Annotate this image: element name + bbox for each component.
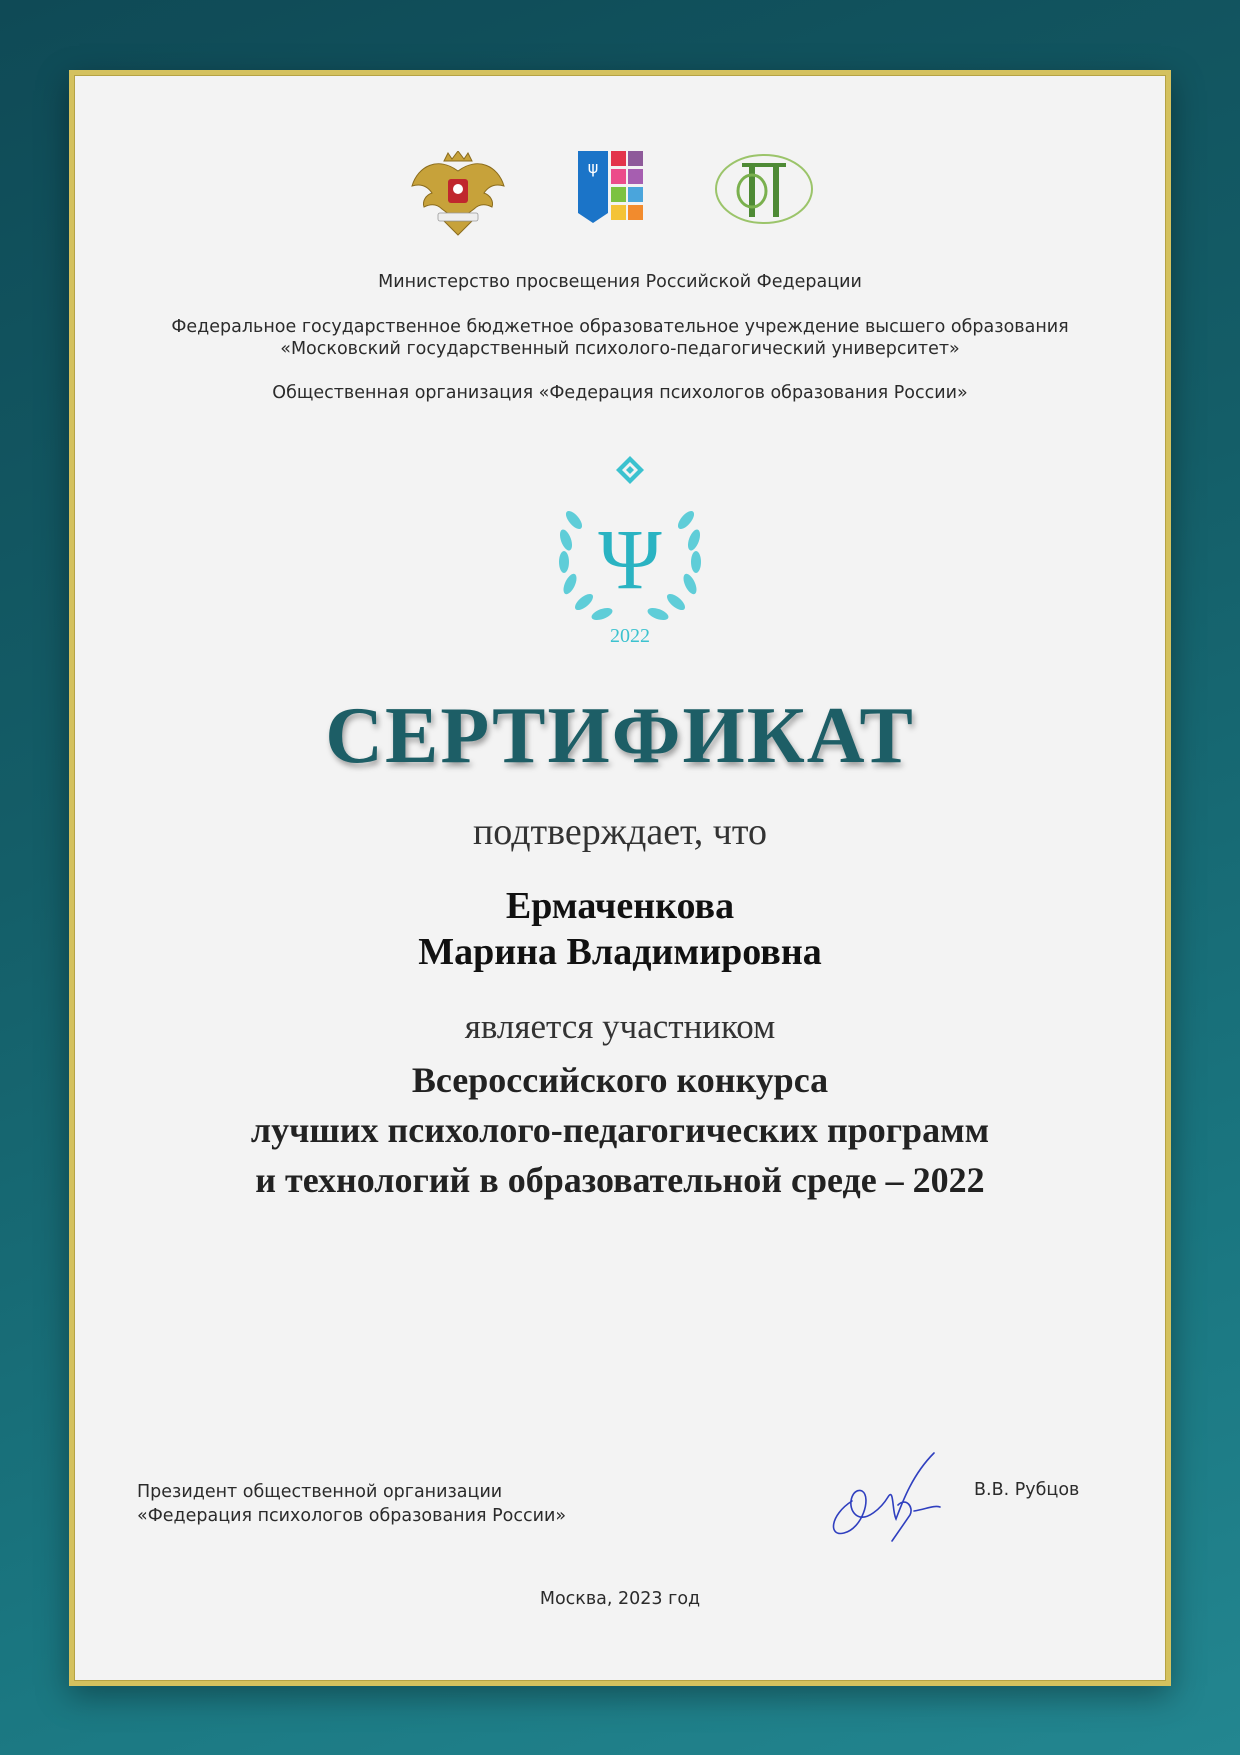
- contest-name: [74, 1055, 1166, 1205]
- federation-logo: [714, 151, 814, 227]
- recipient-name: [74, 883, 1166, 975]
- contest-emblem: [530, 448, 730, 648]
- emblem-year: 2022: [610, 625, 650, 647]
- svg-text:ψ: ψ: [587, 158, 599, 177]
- certificate-frame: [69, 70, 1171, 1686]
- signature-image: [822, 1445, 952, 1555]
- president-line-1: Президент общественной организации: [137, 1482, 503, 1502]
- logo-row: [74, 151, 1166, 251]
- confirms-text: подтверждает, что: [472, 811, 768, 853]
- place-and-year: Москва, 2023 год: [539, 1589, 701, 1609]
- ministry-name: Министерство просвещения Российской Федерации: [378, 272, 862, 292]
- certificate-title: СЕРТИФИКАТ: [325, 692, 915, 780]
- university-line-1: Федеральное государственное бюджетное образовательное учреждение высшего образования: [171, 317, 1069, 337]
- recipient-given-names: Марина Владимировна: [418, 931, 822, 973]
- mgppu-logo: [578, 151, 644, 227]
- signer-name: В.В. Рубцов: [974, 1480, 1080, 1500]
- ministry-eagle-logo: [408, 151, 508, 239]
- university-line-2: «Московский государственный психолого-педагогический университет»: [280, 339, 960, 359]
- president-line-2: «Федерация психологов образования России»: [137, 1506, 567, 1526]
- contest-line-2: лучших психолого-педагогических программ: [250, 1110, 990, 1150]
- federation-name: Общественная организация «Федерация психологов образования России»: [272, 383, 968, 403]
- participant-text: является участником: [464, 1007, 776, 1046]
- president-title: [137, 1480, 566, 1528]
- recipient-surname: Ермаченкова: [505, 885, 735, 927]
- university-name: [74, 316, 1166, 360]
- contest-line-3: и технологий в образовательной среде – 2022: [255, 1160, 985, 1200]
- contest-line-1: Всероссийского конкурса: [411, 1060, 829, 1100]
- psi-symbol: Ψ: [598, 511, 662, 607]
